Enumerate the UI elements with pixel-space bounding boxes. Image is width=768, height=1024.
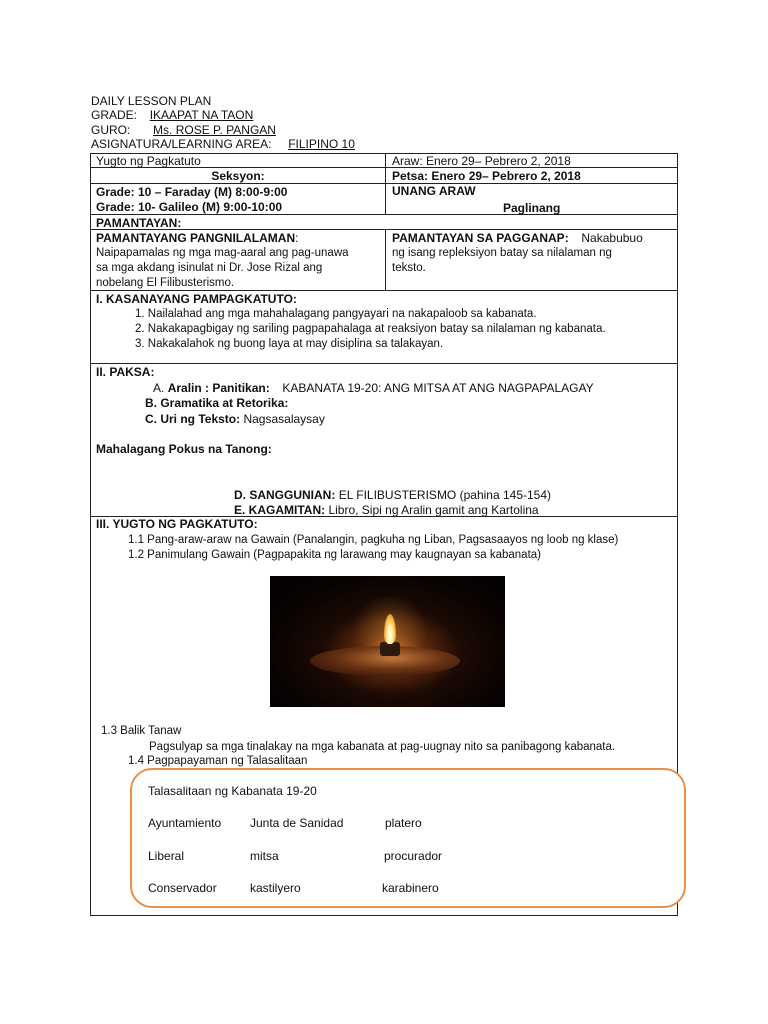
pangnilalaman-line: nobelang El Filibusterismo. bbox=[96, 277, 235, 289]
paksa-a bbox=[153, 381, 594, 395]
vocab-word: Liberal bbox=[148, 849, 185, 863]
pamantayan-heading: PAMANTAYAN: bbox=[96, 216, 182, 230]
paksa-e bbox=[234, 503, 539, 517]
lamp-wick bbox=[380, 642, 400, 656]
column-divider bbox=[385, 154, 386, 215]
paksa-e-value: Libro, Sipi ng Aralin gamit ang Kartolina bbox=[328, 503, 539, 517]
paksa-a-prefix: A. bbox=[153, 381, 165, 395]
paksa-e-label: E. KAGAMITAN: bbox=[234, 503, 326, 517]
yugto-item: 1.1 Pang-araw-araw na Gawain (Panalangin, pagkuha ng Liban, Pagsasaayos ng loob ng klase) bbox=[128, 534, 619, 546]
pangnilalaman-heading bbox=[96, 231, 298, 245]
kasanayan-item: 1. Nailalahad ang mga mahahalagang pangyayari na nakapaloob sa kabanata. bbox=[135, 308, 537, 320]
petsa-label: Petsa: Enero 29– Pebrero 2, 2018 bbox=[392, 169, 581, 183]
vocab-word: Conservador bbox=[148, 881, 217, 895]
vocab-word: Ayuntamiento bbox=[148, 816, 222, 830]
area-value: FILIPINO 10 bbox=[288, 137, 355, 151]
paksa-heading: II. PAKSA: bbox=[96, 365, 155, 379]
row-divider bbox=[91, 183, 677, 184]
paksa-c bbox=[145, 412, 325, 426]
pagganap-line: teksto. bbox=[392, 262, 426, 274]
pokus-question: Mahalagang Pokus na Tanong: bbox=[96, 442, 272, 456]
kasanayan-item: 2. Nakakapagbigay ng sariling pagpapahalaga at reaksiyon batay sa nilalaman ng kabanata. bbox=[135, 323, 606, 335]
row-divider bbox=[91, 214, 677, 215]
vocab-word: kastilyero bbox=[250, 881, 301, 895]
paglinang: Paglinang bbox=[503, 201, 561, 215]
pagganap-line: ng isang repleksiyon batay sa nilalaman ng bbox=[392, 247, 612, 259]
paksa-d bbox=[234, 488, 551, 502]
kasanayan-heading: I. KASANAYANG PAMPAGKATUTO: bbox=[96, 292, 297, 306]
paksa-a-label: Aralin : Panitikan: bbox=[167, 381, 270, 395]
grade-label: GRADE: bbox=[91, 108, 138, 122]
paksa-d-label: D. SANGGUNIAN: bbox=[234, 488, 336, 502]
pangnilalaman-colon: : bbox=[295, 231, 299, 245]
oil-lamp-photo bbox=[270, 576, 505, 707]
vocab-word: platero bbox=[385, 816, 422, 830]
guro-value: Ms. ROSE P. PANGAN bbox=[153, 123, 276, 137]
paksa-c-value: Nagsasalaysay bbox=[243, 412, 325, 426]
vocab-word: Junta de Sanidad bbox=[250, 816, 344, 830]
pangnilalaman-line: sa mga akdang isinulat ni Dr. Jose Rizal ang bbox=[96, 262, 323, 274]
pangnilalaman-line: Naipapamalas ng mga mag-aaral ang pag-unawa bbox=[96, 247, 349, 259]
kasanayan-item: 3. Nakakalahok ng buong laya at may disiplina sa talakayan. bbox=[135, 338, 444, 350]
vocab-title: Talasalitaan ng Kabanata 19-20 bbox=[148, 784, 317, 798]
vocabulary-box bbox=[130, 768, 686, 908]
pangnilalaman-title: PAMANTAYANG PANGNILALAMAN bbox=[96, 231, 296, 245]
paksa-a-value: KABANATA 19-20: ANG MITSA AT ANG NAGPAPALAGAY bbox=[282, 381, 594, 395]
yugto-label: Yugto ng Pagkatuto bbox=[96, 154, 201, 168]
yugto-item: 1.4 Pagpapayaman ng Talasalitaan bbox=[128, 755, 308, 767]
area-line bbox=[91, 137, 355, 151]
paksa-d-value: EL FILIBUSTERISMO (pahina 145-154) bbox=[338, 488, 552, 502]
row-divider bbox=[91, 363, 677, 364]
vocab-word: procurador bbox=[384, 849, 443, 863]
grade-galileo: Grade: 10- Galileo (M) 9:00-10:00 bbox=[96, 200, 283, 214]
row-divider bbox=[91, 290, 677, 291]
guro-line bbox=[91, 123, 276, 137]
vocab-word: mitsa bbox=[250, 849, 279, 863]
yugto-heading: III. YUGTO NG PAGKATUTO: bbox=[96, 517, 258, 531]
unang-araw: UNANG ARAW bbox=[392, 184, 476, 198]
pagganap-heading bbox=[392, 231, 643, 245]
pagganap-first: Nakabubuo bbox=[581, 231, 643, 245]
grade-faraday: Grade: 10 – Faraday (M) 8:00-9:00 bbox=[96, 185, 288, 199]
yugto-item: 1.3 Balik Tanaw bbox=[101, 725, 182, 737]
pagganap-title: PAMANTAYAN SA PAGGANAP: bbox=[392, 231, 569, 245]
doc-title: DAILY LESSON PLAN bbox=[91, 94, 212, 108]
yugto-desc: Pagsulyap sa mga tinalakay na mga kabanata at pag-uugnay nito sa panibagong kabanata. bbox=[149, 741, 616, 753]
yugto-item: 1.2 Panimulang Gawain (Pagpapakita ng larawang may kaugnayan sa kabanata) bbox=[128, 549, 541, 561]
grade-value: IKAAPAT NA TAON bbox=[149, 108, 254, 122]
vocab-word: karabinero bbox=[382, 881, 439, 895]
paksa-c-label: C. Uri ng Teksto: bbox=[145, 412, 241, 426]
paksa-b: B. Gramatika at Retorika: bbox=[145, 396, 289, 410]
area-label: ASIGNATURA/LEARNING AREA: bbox=[91, 137, 272, 151]
column-divider bbox=[385, 229, 386, 291]
seksyon-label: Seksyon: bbox=[211, 169, 265, 183]
grade-line bbox=[91, 108, 253, 122]
guro-label: GURO: bbox=[91, 123, 131, 137]
araw-label: Araw: Enero 29– Pebrero 2, 2018 bbox=[392, 154, 571, 168]
